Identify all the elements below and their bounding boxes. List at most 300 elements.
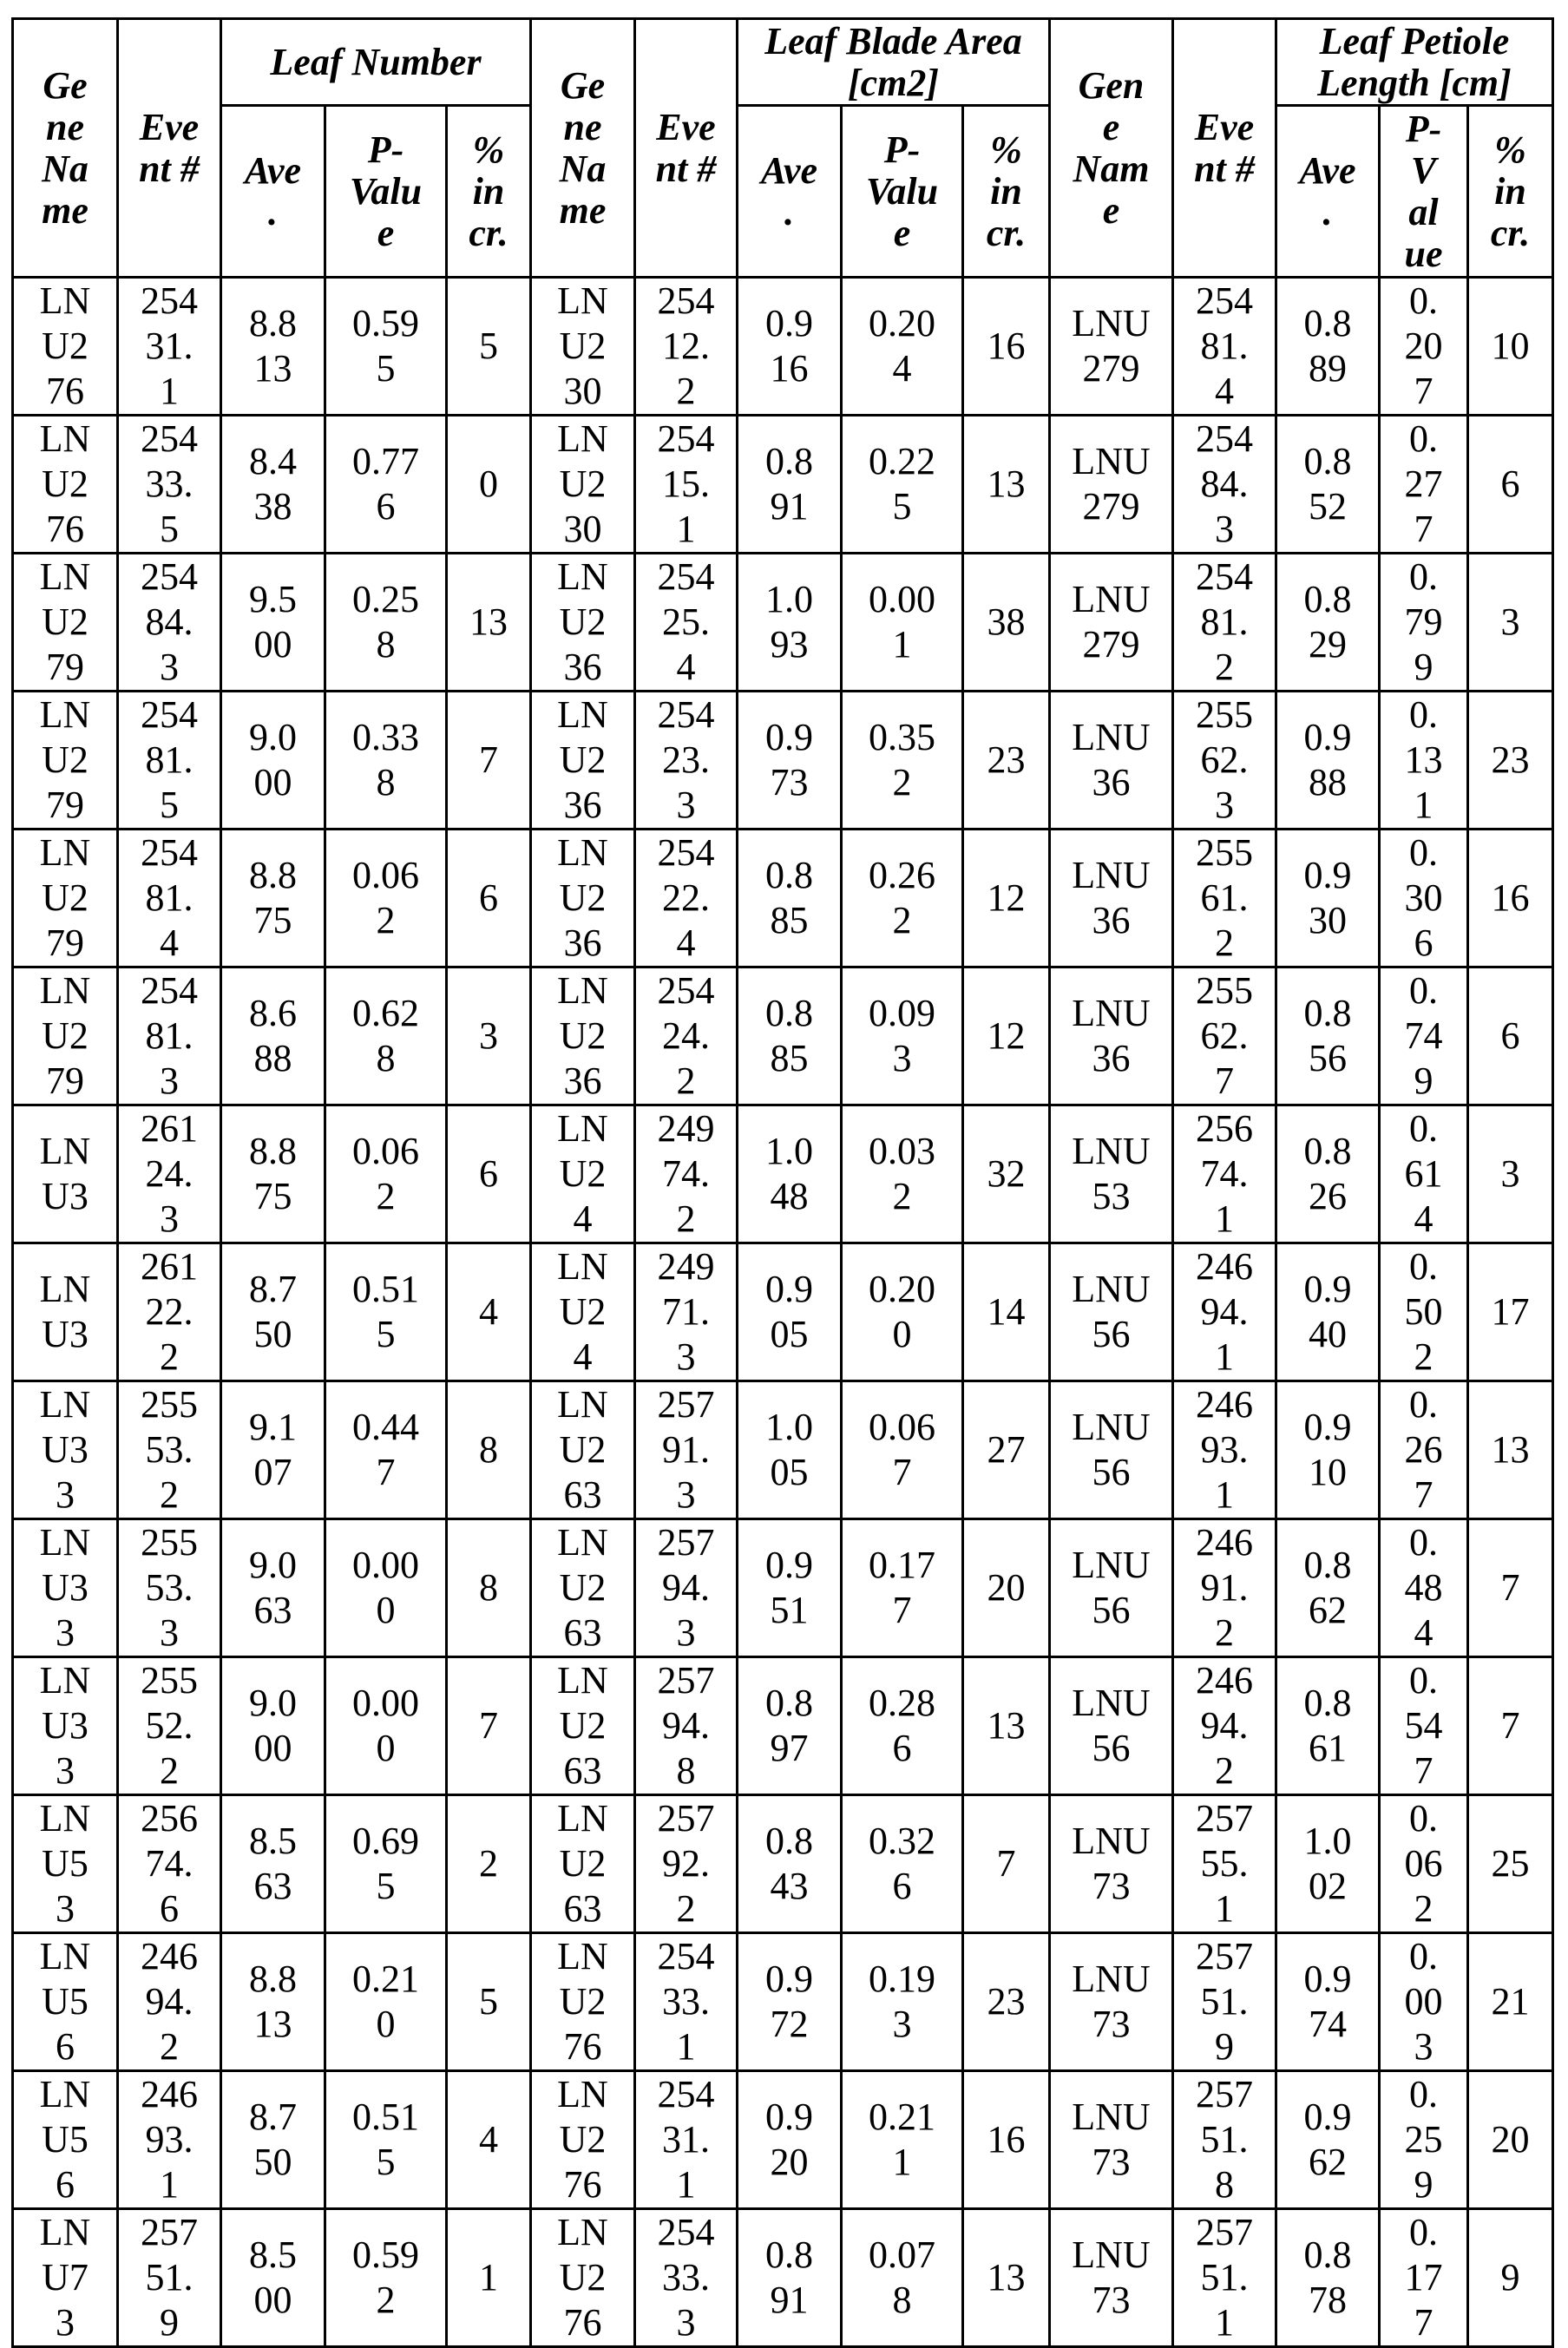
cell-text-line: 4: [573, 1197, 593, 1240]
cell-text-line: 56: [1309, 1037, 1347, 1079]
cell-text-line: 0: [479, 462, 498, 505]
cell-blade-area-pvalue: [842, 1519, 963, 1657]
table-row: [13, 1519, 1553, 1657]
cell-text-line: 3: [1215, 508, 1234, 550]
cell-petiole-length-incr: [1468, 967, 1553, 1105]
cell-text-line: e: [893, 211, 911, 254]
cell-text-line: 13: [987, 1704, 1026, 1747]
cell-text-line: 00: [253, 2279, 292, 2321]
cell-leaf-number-pvalue: [325, 554, 447, 692]
cell-text-line: 0.59: [352, 302, 419, 344]
cell-text-line: 255: [141, 1383, 198, 1426]
cell-text-line: 0.9: [1303, 854, 1352, 896]
cell-blade-area-pvalue: [842, 1105, 963, 1243]
cell-event: [118, 692, 221, 830]
cell-text-line: 257: [1196, 1797, 1253, 1840]
cell-text-line: 12.: [662, 325, 710, 367]
cell-text-line: 255: [141, 1521, 198, 1564]
cell-text-line: 4: [479, 2118, 498, 2161]
cell-text-line: 0.8: [1303, 302, 1352, 344]
cell-text-line: LN: [39, 1935, 91, 1977]
cell-text-line: 4: [676, 646, 696, 688]
cell-text-line: LN: [39, 2073, 91, 2115]
cell-blade-area-incr: [963, 830, 1050, 967]
cell-blade-area-ave: [738, 1795, 842, 1933]
header-ave-2: [738, 106, 842, 278]
cell-text-line: 279: [1082, 347, 1140, 390]
cell-text-line: 0.: [1409, 969, 1438, 1012]
cell-petiole-length-incr: [1468, 692, 1553, 830]
cell-text-line: U2: [559, 1152, 607, 1195]
cell-text-line: 91: [770, 2279, 809, 2321]
cell-leaf-number-ave: [221, 1381, 325, 1519]
cell-event: [635, 278, 738, 416]
cell-blade-area-ave: [738, 1519, 842, 1657]
cell-text-line: 5: [892, 485, 912, 528]
cell-text-line: 00: [253, 761, 292, 803]
cell-petiole-length-incr: [1468, 830, 1553, 967]
cell-text-line: U3: [42, 1566, 89, 1609]
cell-text-line: 56: [1092, 1589, 1131, 1631]
cell-leaf-number-incr: [447, 830, 531, 967]
cell-leaf-number-incr: [447, 554, 531, 692]
cell-text-line: 3: [676, 784, 696, 826]
cell-text-line: 257: [657, 1521, 715, 1564]
cell-text-line: %: [990, 128, 1022, 171]
cell-event: [635, 830, 738, 967]
cell-text-line: 53.: [145, 1428, 194, 1471]
header-event-1: [118, 19, 221, 278]
cell-petiole-length-ave: [1276, 1381, 1380, 1519]
cell-text-line: 261: [141, 1245, 198, 1288]
cell-text-line: cr.: [986, 211, 1027, 254]
cell-text-line: U2: [559, 462, 607, 505]
cell-blade-area-pvalue: [842, 1657, 963, 1795]
cell-text-line: U2: [42, 876, 89, 919]
cell-text-line: 73: [1092, 2003, 1131, 2045]
cell-petiole-length-incr: [1468, 1519, 1553, 1657]
cell-text-line: 17: [1491, 1290, 1530, 1333]
cell-leaf-number-ave: [221, 1795, 325, 1933]
cell-text-line: 91.: [1200, 1566, 1249, 1609]
cell-text-line: .: [784, 190, 794, 233]
cell-text-line: 254: [657, 693, 715, 736]
cell-gene-name: [13, 1519, 118, 1657]
cell-text-line: 25.: [662, 600, 710, 643]
cell-gene-name: [13, 1243, 118, 1381]
cell-text-line: 12: [987, 876, 1026, 919]
cell-petiole-length-incr: [1468, 1657, 1553, 1795]
cell-gene-name: [531, 1243, 635, 1381]
cell-text-line: U2: [559, 876, 607, 919]
cell-text-line: 0.8: [765, 1820, 813, 1862]
cell-text-line: 0.20: [869, 1268, 935, 1310]
cell-leaf-number-incr: [447, 2209, 531, 2347]
cell-text-line: LNU: [1072, 2095, 1151, 2138]
cell-text-line: 50: [1404, 1290, 1443, 1333]
cell-text-line: Valu: [865, 169, 939, 213]
cell-gene-name: [1050, 1105, 1173, 1243]
cell-text-line: 254: [141, 831, 198, 874]
cell-gene-name: [1050, 554, 1173, 692]
cell-text-line: 0.9: [1303, 1958, 1352, 2000]
cell-text-line: 0.8: [1303, 1544, 1352, 1586]
cell-text-line: 54: [1404, 1704, 1443, 1747]
cell-text-line: 1.0: [765, 1130, 813, 1172]
cell-text-line: 0.8: [765, 854, 813, 896]
cell-text-line: Eve: [139, 105, 200, 148]
cell-text-line: 25: [1404, 2118, 1443, 2161]
cell-text-line: LN: [557, 831, 608, 874]
cell-text-line: 05: [770, 1313, 809, 1355]
cell-leaf-number-ave: [221, 1519, 325, 1657]
cell-text-line: U2: [559, 738, 607, 781]
cell-text-line: 9: [160, 2301, 179, 2344]
cell-text-line: 16: [987, 2118, 1026, 2161]
cell-text-line: 5: [160, 784, 179, 826]
cell-text-line: 0: [376, 1589, 396, 1631]
cell-text-line: 1.0: [765, 1406, 813, 1448]
cell-text-line: 0.8: [765, 992, 813, 1034]
cell-text-line: 14: [987, 1290, 1026, 1333]
cell-petiole-length-incr: [1468, 1381, 1553, 1519]
cell-text-line: 8.7: [249, 1268, 297, 1310]
cell-text-line: P-: [883, 128, 921, 171]
cell-text-line: 40: [1309, 1313, 1347, 1355]
cell-text-line: 13: [253, 2003, 292, 2045]
cell-event: [118, 830, 221, 967]
cell-petiole-length-ave: [1276, 967, 1380, 1105]
cell-text-line: 0.8: [765, 440, 813, 482]
cell-text-line: U2: [42, 600, 89, 643]
cell-text-line: 16: [770, 347, 809, 390]
cell-gene-name: [1050, 416, 1173, 554]
cell-text-line: U3: [42, 1428, 89, 1471]
cell-leaf-number-ave: [221, 1243, 325, 1381]
cell-text-line: 43: [770, 1865, 809, 1907]
cell-text-line: 31.: [145, 325, 194, 367]
cell-text-line: 0.33: [352, 716, 419, 758]
cell-text-line: 00: [253, 1727, 292, 1769]
cell-text-line: 74.: [145, 1842, 194, 1885]
cell-text-line: 16: [1491, 876, 1530, 919]
cell-event: [1173, 1657, 1276, 1795]
cell-petiole-length-ave: [1276, 416, 1380, 554]
cell-blade-area-ave: [738, 1933, 842, 2071]
cell-text-line: Ave: [1299, 148, 1356, 192]
cell-leaf-number-ave: [221, 2209, 325, 2347]
cell-text-line: V: [1410, 148, 1437, 192]
cell-text-line: 3: [676, 1335, 696, 1378]
cell-text-line: 8.4: [249, 440, 297, 482]
cell-event: [1173, 1381, 1276, 1519]
cell-text-line: 6: [1500, 1014, 1520, 1057]
cell-text-line: 0.35: [869, 716, 935, 758]
cell-text-line: 0.51: [352, 1268, 419, 1310]
cell-text-line: 36: [563, 921, 602, 964]
cell-gene-name: [13, 1933, 118, 2071]
cell-text-line: LNU: [1072, 1820, 1151, 1862]
table-row: [13, 1381, 1553, 1519]
cell-text-line: 257: [657, 1797, 715, 1840]
cell-text-line: LNU: [1072, 1268, 1151, 1310]
cell-text-line: LN: [39, 1521, 91, 1564]
cell-text-line: 254: [1196, 555, 1253, 598]
cell-event: [635, 2071, 738, 2209]
cell-text-line: 79: [46, 784, 84, 826]
cell-text-line: 8: [479, 1566, 498, 1609]
table-row: [13, 1933, 1553, 2071]
cell-text-line: 56: [1092, 1727, 1131, 1769]
cell-text-line: 255: [1196, 969, 1253, 1012]
cell-text-line: 13: [987, 462, 1026, 505]
cell-leaf-number-pvalue: [325, 692, 447, 830]
cell-text-line: 36: [1092, 899, 1131, 941]
cell-text-line: 8: [1215, 2163, 1234, 2206]
cell-gene-name: [1050, 278, 1173, 416]
cell-text-line: 3: [892, 2003, 912, 2045]
cell-blade-area-ave: [738, 830, 842, 967]
cell-text-line: 74: [1404, 1014, 1443, 1057]
cell-text-line: Eve: [656, 105, 716, 148]
cell-event: [118, 1105, 221, 1243]
cell-text-line: 27: [987, 1428, 1026, 1471]
cell-leaf-number-incr: [447, 1519, 531, 1657]
cell-text-line: e: [1102, 105, 1120, 148]
cell-text-line: 6: [56, 2163, 75, 2206]
cell-text-line: 26: [1309, 1175, 1347, 1217]
cell-petiole-length-ave: [1276, 1519, 1380, 1657]
cell-text-line: 257: [1196, 2211, 1253, 2253]
cell-text-line: 20: [770, 2141, 809, 2183]
cell-text-line: 0.77: [352, 440, 419, 482]
cell-gene-name: [531, 1105, 635, 1243]
cell-text-line: 3: [676, 2301, 696, 2344]
cell-leaf-number-pvalue: [325, 1519, 447, 1657]
cell-blade-area-incr: [963, 278, 1050, 416]
cell-text-line: 0.20: [869, 302, 935, 344]
cell-blade-area-incr: [963, 1381, 1050, 1519]
cell-text-line: 73: [1092, 2141, 1131, 2183]
cell-petiole-length-ave: [1276, 1795, 1380, 1933]
cell-text-line: 246: [1196, 1521, 1253, 1564]
cell-text-line: U2: [559, 1980, 607, 2023]
cell-text-line: 246: [1196, 1659, 1253, 1702]
cell-text-line: 56: [1092, 1451, 1131, 1493]
cell-text-line: 63: [563, 1611, 602, 1654]
cell-text-line: U2: [42, 462, 89, 505]
cell-text-line: 255: [141, 1659, 198, 1702]
cell-leaf-number-ave: [221, 2071, 325, 2209]
cell-text-line: 13: [987, 2256, 1026, 2299]
cell-text-line: 13: [253, 347, 292, 390]
cell-petiole-length-incr: [1468, 2209, 1553, 2347]
cell-text-line: 6: [1500, 462, 1520, 505]
cell-text-line: 3: [160, 1059, 179, 1102]
cell-text-line: 8.8: [249, 854, 297, 896]
cell-event: [118, 1519, 221, 1657]
cell-text-line: 0.9: [765, 1958, 813, 2000]
cell-text-line: 94.: [662, 1704, 710, 1747]
cell-petiole-length-ave: [1276, 2209, 1380, 2347]
cell-text-line: 50: [253, 2141, 292, 2183]
cell-text-line: 51.: [1200, 1980, 1249, 2023]
cell-text-line: 3: [1215, 784, 1234, 826]
cell-text-line: 1: [1215, 1197, 1234, 1240]
cell-text-line: 0.59: [352, 2233, 419, 2276]
cell-text-line: nt #: [1194, 147, 1255, 190]
cell-text-line: ne: [563, 105, 602, 148]
cell-text-line: 23: [1491, 738, 1530, 781]
cell-event: [635, 1105, 738, 1243]
cell-text-line: 2: [160, 1473, 179, 1516]
cell-text-line: LN: [557, 1245, 608, 1288]
cell-leaf-number-incr: [447, 2071, 531, 2209]
cell-text-line: 24.: [662, 1014, 710, 1057]
cell-gene-name: [531, 416, 635, 554]
cell-text-line: U2: [42, 1014, 89, 1057]
cell-text-line: 33.: [145, 462, 194, 505]
cell-text-line: 2: [479, 1842, 498, 1885]
cell-petiole-length-ave: [1276, 1657, 1380, 1795]
cell-text-line: Length [cm]: [1317, 61, 1512, 104]
cell-petiole-length-pvalue: [1380, 1933, 1468, 2071]
cell-text-line: 36: [563, 784, 602, 826]
cell-text-line: 3: [892, 1037, 912, 1079]
cell-text-line: LN: [39, 1383, 91, 1426]
cell-text-line: Ave: [244, 148, 302, 192]
cell-text-line: 2: [376, 1175, 396, 1217]
cell-text-line: 8: [376, 761, 396, 803]
table-row: [13, 416, 1553, 554]
cell-text-line: 5: [479, 325, 498, 367]
cell-text-line: LN: [557, 555, 608, 598]
cell-event: [1173, 554, 1276, 692]
cell-gene-name: [13, 830, 118, 967]
cell-gene-name: [13, 1795, 118, 1933]
cell-text-line: 254: [141, 279, 198, 322]
cell-text-line: 7: [1414, 1473, 1434, 1516]
cell-text-line: 75: [253, 899, 292, 941]
cell-text-line: 52.: [145, 1704, 194, 1747]
cell-text-line: 94.: [145, 1980, 194, 2023]
cell-event: [118, 1657, 221, 1795]
cell-text-line: Gen: [1078, 63, 1145, 107]
cell-text-line: 0.8: [1303, 992, 1352, 1034]
table-row: [13, 967, 1553, 1105]
cell-text-line: LN: [557, 279, 608, 322]
cell-text-line: 1: [479, 2256, 498, 2299]
cell-leaf-number-incr: [447, 1933, 531, 2071]
cell-text-line: 0.: [1409, 831, 1438, 874]
cell-text-line: 8: [479, 1428, 498, 1471]
cell-text-line: 85: [770, 1037, 809, 1079]
header-row-groups: [13, 19, 1553, 106]
cell-text-line: 2: [376, 899, 396, 941]
results-table: [11, 17, 1554, 2348]
cell-text-line: LN: [557, 693, 608, 736]
cell-text-line: U2: [559, 1290, 607, 1333]
cell-text-line: U2: [42, 738, 89, 781]
cell-text-line: Ave: [760, 148, 818, 192]
cell-text-line: 94.: [662, 1566, 710, 1609]
cell-leaf-number-incr: [447, 1243, 531, 1381]
cell-leaf-number-pvalue: [325, 967, 447, 1105]
cell-petiole-length-ave: [1276, 1243, 1380, 1381]
cell-blade-area-ave: [738, 1243, 842, 1381]
cell-text-line: 5: [376, 2141, 396, 2183]
cell-leaf-number-pvalue: [325, 1657, 447, 1795]
cell-petiole-length-pvalue: [1380, 1519, 1468, 1657]
cell-blade-area-incr: [963, 416, 1050, 554]
cell-blade-area-ave: [738, 1657, 842, 1795]
header-event-2: [635, 19, 738, 278]
cell-text-line: 30: [563, 370, 602, 412]
cell-text-line: 23: [987, 738, 1026, 781]
cell-text-line: 0.26: [869, 854, 935, 896]
cell-text-line: 33.: [662, 2256, 710, 2299]
cell-text-line: 13: [469, 600, 508, 643]
cell-text-line: 0.03: [869, 1130, 935, 1172]
cell-text-line: 3: [160, 1611, 179, 1654]
cell-text-line: LN: [39, 2211, 91, 2253]
cell-text-line: 85: [770, 899, 809, 941]
cell-text-line: LNU: [1072, 2233, 1151, 2276]
cell-text-line: 257: [657, 1659, 715, 1702]
cell-text-line: 36: [1092, 761, 1131, 803]
cell-text-line: e: [377, 211, 395, 254]
table-header: [13, 19, 1553, 278]
cell-text-line: 51.: [145, 2256, 194, 2299]
cell-text-line: 0.9: [765, 302, 813, 344]
cell-text-line: 36: [1092, 1037, 1131, 1079]
cell-text-line: 48: [770, 1175, 809, 1217]
cell-text-line: 51.: [1200, 2256, 1249, 2299]
cell-event: [1173, 416, 1276, 554]
cell-blade-area-pvalue: [842, 2209, 963, 2347]
cell-text-line: 0.06: [352, 854, 419, 896]
cell-text-line: 16: [987, 325, 1026, 367]
cell-text-line: 56: [1092, 1313, 1131, 1355]
cell-leaf-number-pvalue: [325, 278, 447, 416]
cell-text-line: LNU: [1072, 440, 1151, 482]
cell-text-line: ue: [1404, 232, 1443, 275]
cell-text-line: 02: [1309, 1865, 1347, 1907]
cell-gene-name: [1050, 1243, 1173, 1381]
cell-text-line: 8: [676, 1749, 696, 1792]
cell-text-line: LN: [557, 1935, 608, 1977]
cell-text-line: LNU: [1072, 992, 1151, 1034]
cell-text-line: 63: [253, 1865, 292, 1907]
cell-text-line: 2: [676, 1197, 696, 1240]
cell-blade-area-ave: [738, 554, 842, 692]
cell-text-line: 27: [1404, 462, 1443, 505]
cell-text-line: 7: [479, 1704, 498, 1747]
cell-text-line: 84.: [145, 600, 194, 643]
cell-blade-area-pvalue: [842, 554, 963, 692]
cell-text-line: 91: [770, 485, 809, 528]
cell-text-line: LN: [39, 417, 91, 460]
cell-text-line: in: [1494, 169, 1526, 213]
cell-text-line: 81.: [145, 876, 194, 919]
cell-text-line: 73: [770, 761, 809, 803]
cell-text-line: 5: [160, 508, 179, 550]
cell-text-line: 256: [141, 1797, 198, 1840]
cell-text-line: 55.: [1200, 1842, 1249, 1885]
cell-text-line: 254: [657, 279, 715, 322]
cell-text-line: 254: [141, 693, 198, 736]
cell-text-line: LNU: [1072, 1544, 1151, 1586]
